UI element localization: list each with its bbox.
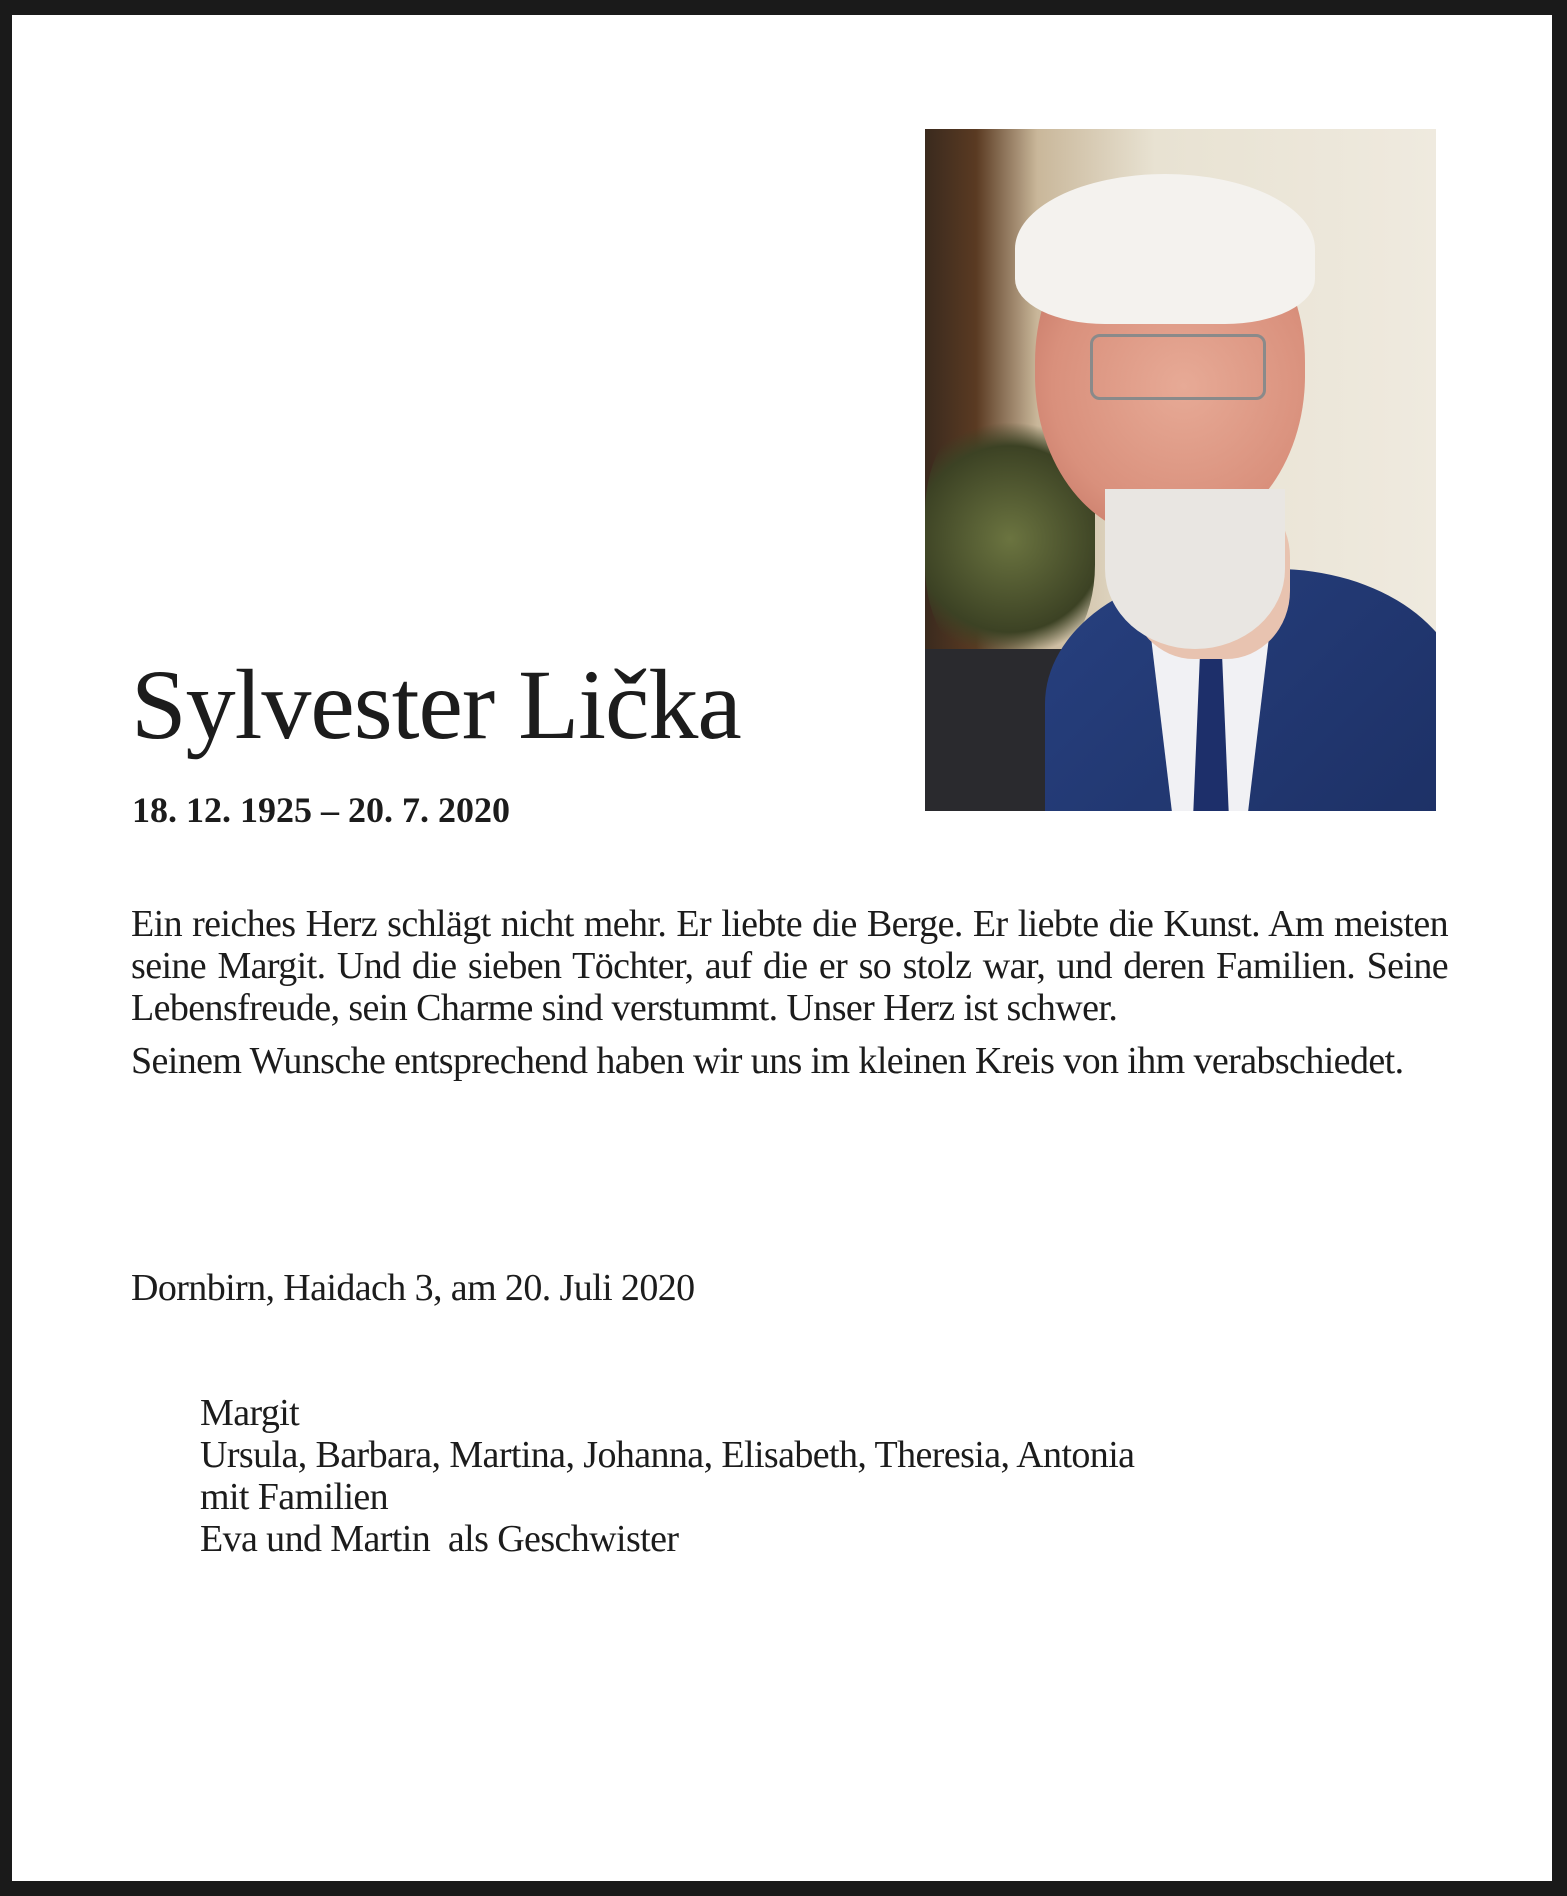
mourner-line: Ursula, Barbara, Martina, Johanna, Elisabeth, Theresia, Antonia — [200, 1434, 1135, 1476]
mourner-line: Margit — [200, 1392, 300, 1434]
mourner-line: mit Familien — [200, 1476, 389, 1518]
place-date: Dornbirn, Haidach 3, am 20. Juli 2020 — [131, 1267, 695, 1309]
paragraph: Ein reiches Herz schlägt nicht mehr. Er liebte die Berge. Er liebte die Kunst. Am meisten seine Margit. Und die sieben Töchter, auf die er so stolz war, und deren Familien. Seine Lebensfreude, sein Charme sind verstummt. Unser Herz ist schwer. — [131, 903, 1448, 1029]
mourners-list — [200, 1392, 1134, 1560]
deceased-name: Sylvester Lička — [131, 649, 741, 760]
paragraph: Seinem Wunsche entsprechend haben wir uns im kleinen Kreis von ihm verabschiedet. — [131, 1040, 1404, 1082]
portrait-photo — [925, 129, 1436, 811]
obituary-text — [131, 903, 1448, 1093]
mourner-line: Eva und Martin als Geschwister — [200, 1518, 679, 1560]
obituary-notice — [12, 15, 1552, 1881]
life-dates: 18. 12. 1925 – 20. 7. 2020 — [132, 790, 510, 830]
